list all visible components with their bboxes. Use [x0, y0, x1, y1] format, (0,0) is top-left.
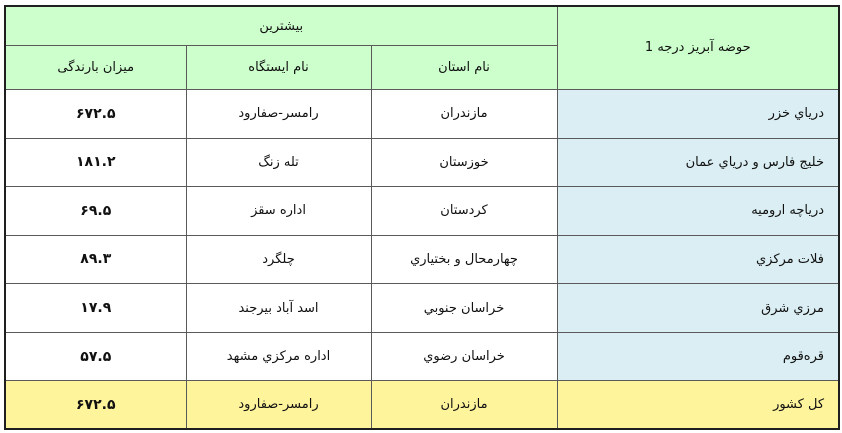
rainfall-cell: ۶۹.۵	[5, 187, 186, 236]
basin-cell: مرزي شرق	[557, 284, 839, 333]
basin-cell: درياي خزر	[557, 89, 839, 138]
table-row	[5, 138, 839, 187]
table-row	[5, 284, 839, 333]
rainfall-cell: ۱۸۱.۲	[5, 138, 186, 187]
station-cell: اداره سقز	[186, 187, 371, 236]
rainfall-cell: ۵۷.۵	[5, 332, 186, 381]
province-cell: خراسان جنوبي	[371, 284, 557, 333]
station-cell: رامسر-صفارود	[186, 89, 371, 138]
total-station-cell: رامسر-صفارود	[186, 381, 371, 429]
province-column-header: نام استان	[371, 46, 557, 90]
basin-cell: قره‌قوم	[557, 332, 839, 381]
group-header-label: بیشترین	[259, 18, 304, 34]
province-cell: چهارمحال و بختياري	[371, 235, 557, 284]
station-cell: اداره مركزي مشهد	[186, 332, 371, 381]
station-cell: تله زنگ	[186, 138, 371, 187]
province-cell: كردستان	[371, 187, 557, 236]
table-row	[5, 235, 839, 284]
province-cell: خراسان رضوي	[371, 332, 557, 381]
total-row	[5, 381, 839, 429]
table-row	[5, 89, 839, 138]
rainfall-table	[4, 5, 840, 430]
station-cell: اسد آباد بيرجند	[186, 284, 371, 333]
basin-cell: فلات مركزي	[557, 235, 839, 284]
group-header	[5, 6, 557, 46]
station-column-header: نام ایستگاه	[186, 46, 371, 90]
table-row	[5, 332, 839, 381]
basin-header-label: حوضه آبریز درجه 1	[644, 40, 751, 56]
basin-cell: درياچه اروميه	[557, 187, 839, 236]
station-cell: چلگرد	[186, 235, 371, 284]
total-rainfall-cell: ۶۷۲.۵	[5, 381, 186, 429]
total-province-cell: مازندران	[371, 381, 557, 429]
province-cell: مازندران	[371, 89, 557, 138]
header-row-top	[5, 6, 839, 46]
table-row	[5, 187, 839, 236]
rainfall-cell: ۶۷۲.۵	[5, 89, 186, 138]
rainfall-cell: ۸۹.۳	[5, 235, 186, 284]
total-basin-cell: كل كشور	[557, 381, 839, 429]
rainfall-column-header: میزان بارندگی	[5, 46, 186, 90]
province-cell: خوزستان	[371, 138, 557, 187]
basin-cell: خليج فارس و درياي عمان	[557, 138, 839, 187]
rainfall-cell: ۱۷.۹	[5, 284, 186, 333]
basin-header	[557, 6, 839, 89]
